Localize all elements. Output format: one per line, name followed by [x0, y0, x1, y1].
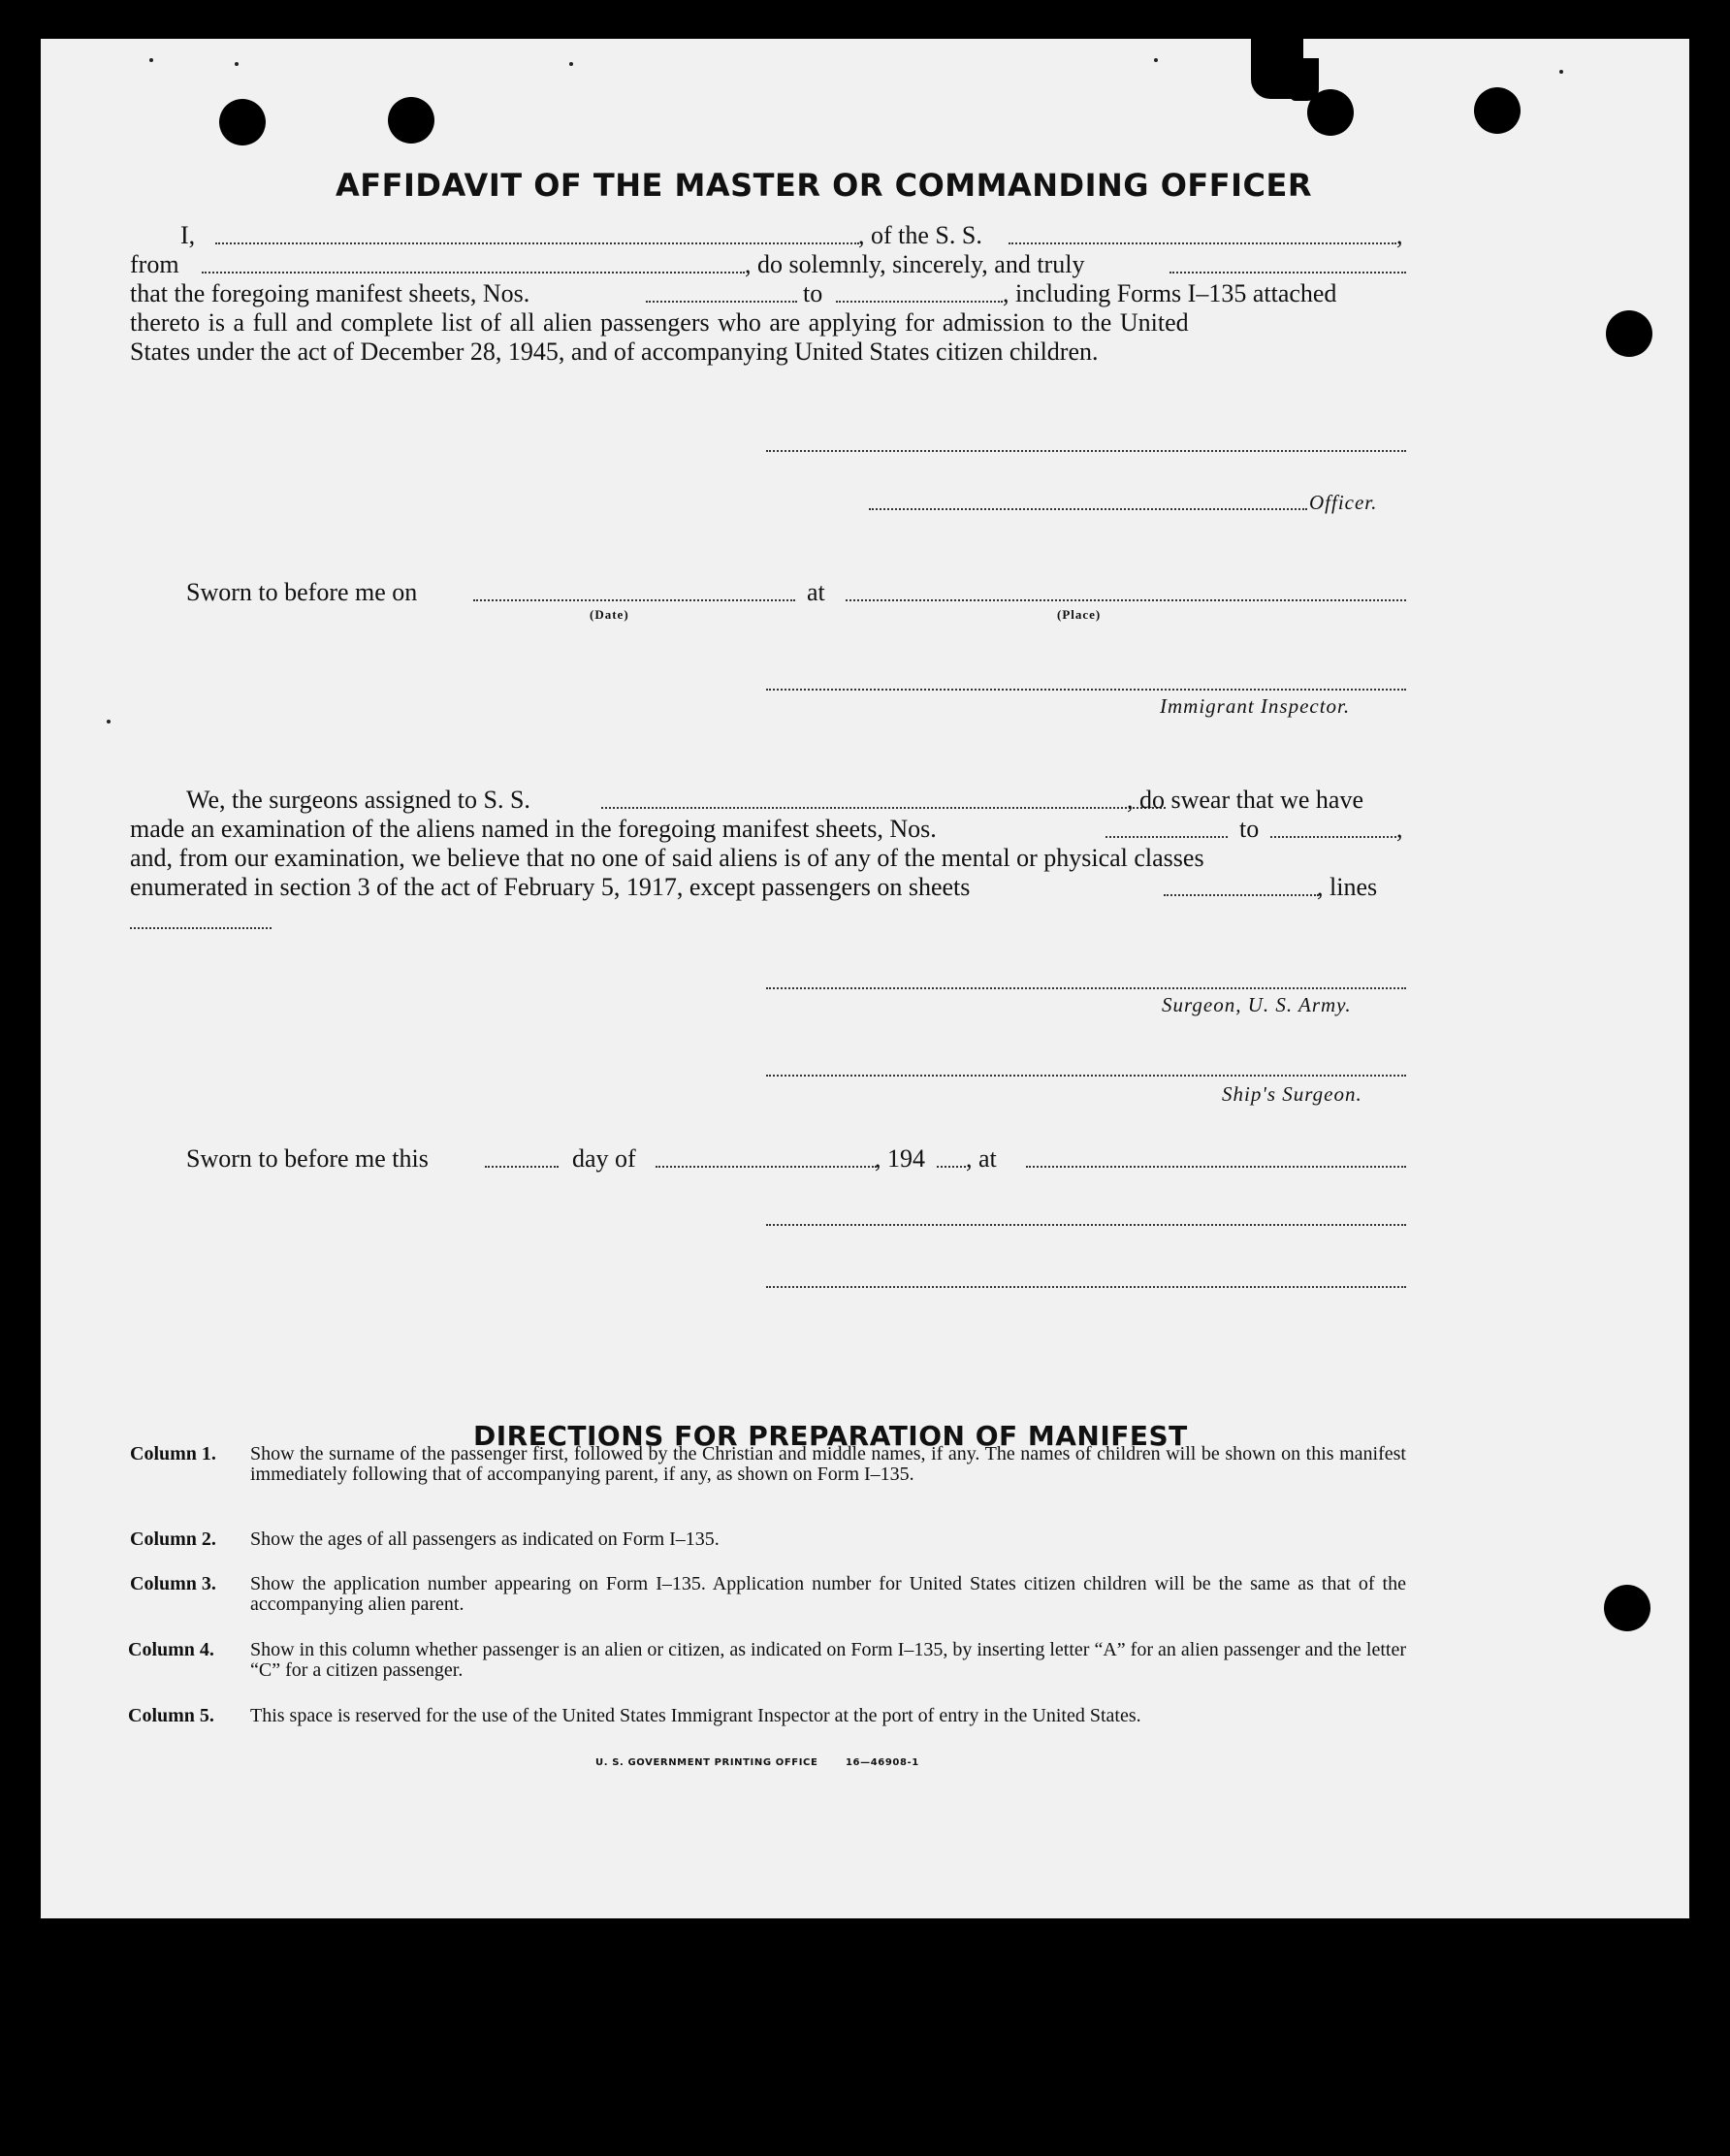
surgeon-line3: and, from our examination, we believe that no one of said aliens is of any of the mental or physical classes: [130, 844, 1204, 872]
p1-line1-end: ,: [1396, 221, 1403, 249]
column-2-text: Show the ages of all passengers as indicated on Form I–135.: [250, 1529, 720, 1550]
from-blank[interactable]: [202, 272, 745, 274]
punch-hole: [219, 99, 266, 145]
ship-surgeon-signature-line[interactable]: [766, 1075, 1406, 1077]
dust-speck: [1154, 58, 1158, 62]
sworn-place-blank[interactable]: [1026, 1166, 1406, 1168]
dust-speck: [107, 720, 111, 724]
signature-line-2[interactable]: [766, 1286, 1406, 1288]
surgeon-line4-start: enumerated in section 3 of the act of February 5, 1917, except passengers on sheets: [130, 873, 971, 901]
sworn-at-2: , at: [966, 1144, 997, 1173]
p1-line1-ship: , of the S. S.: [858, 221, 982, 249]
affidavit-title: AFFIDAVIT OF THE MASTER OR COMMANDING OFFICER: [336, 167, 1312, 204]
sworn-before-on: Sworn to before me on: [186, 578, 418, 606]
column-5-text: This space is reserved for the use of the United States Immigrant Inspector at the port of entry in the United States.: [250, 1705, 1141, 1726]
surgeon-line1-end: , do swear that we have: [1127, 786, 1364, 814]
dust-speck: [149, 58, 153, 62]
surgeon-line2-start: made an examination of the aliens named in the foregoing manifest sheets, Nos.: [130, 815, 937, 843]
officer-title-line[interactable]: [869, 508, 1307, 510]
directions-title: DIRECTIONS FOR PREPARATION OF MANIFEST: [473, 1420, 1188, 1452]
lines-blank[interactable]: [130, 927, 272, 929]
p1-line3-end: , including Forms I–135 attached: [1003, 279, 1337, 307]
column-3-label: Column 3.: [130, 1573, 216, 1594]
printer-credit: U. S. GOVERNMENT PRINTING OFFICE: [595, 1757, 818, 1768]
name-blank[interactable]: [215, 242, 859, 244]
sworn-year: , 194: [875, 1144, 925, 1173]
sworn-this: Sworn to before me this: [186, 1144, 429, 1173]
surgeon-line4-lines: , lines: [1317, 873, 1378, 901]
army-surgeon-label: Surgeon, U. S. Army.: [1162, 993, 1352, 1016]
place-blank[interactable]: [846, 599, 1406, 601]
p1-line2-start: from: [130, 250, 179, 278]
date-blank[interactable]: [473, 599, 795, 601]
column-3-text: Show the application number appearing on Form I–135. Application number for United States citizen children will be the same as that of the accompanying alien parent.: [250, 1573, 1406, 1615]
ship-name-blank[interactable]: [1009, 242, 1396, 244]
surgeon-line1-start: We, the surgeons assigned to S. S.: [186, 786, 530, 814]
form-code: 16—46908-1: [846, 1757, 919, 1768]
inspector-signature-line[interactable]: [766, 689, 1406, 691]
punch-hole: [1606, 310, 1652, 357]
dust-speck: [1559, 70, 1563, 74]
p1-line3-to: to: [803, 279, 823, 307]
surgeon-ship-blank[interactable]: [601, 807, 1166, 809]
column-5-label: Column 5.: [128, 1705, 214, 1726]
column-4-label: Column 4.: [128, 1639, 214, 1660]
month-blank[interactable]: [656, 1166, 877, 1168]
signature-line-1[interactable]: [766, 1224, 1406, 1226]
army-surgeon-signature-line[interactable]: [766, 987, 1406, 989]
punch-hole: [388, 97, 434, 144]
column-1-label: Column 1.: [130, 1443, 216, 1464]
p1-line3-start: that the foregoing manifest sheets, Nos.: [130, 279, 530, 307]
officer-label: Officer.: [1309, 491, 1378, 514]
date-caption: (Date): [590, 607, 629, 622]
day-blank[interactable]: [485, 1166, 559, 1168]
p1-line2-swear: , do solemnly, sincerely, and truly: [745, 250, 1085, 278]
p1-line4: thereto is a full and complete list of all alien passengers who are applying for admission to the United: [130, 308, 1189, 337]
sheet-to-blank[interactable]: [836, 301, 1003, 303]
officer-signature-line[interactable]: [766, 450, 1406, 452]
surgeon-line2-to: to: [1239, 815, 1260, 843]
dust-speck: [235, 62, 239, 66]
inspector-label: Immigrant Inspector.: [1160, 694, 1351, 718]
exam-sheet-from-blank[interactable]: [1105, 836, 1228, 838]
place-caption: (Place): [1057, 607, 1102, 622]
sworn-at: at: [807, 578, 825, 606]
ship-surgeon-label: Ship's Surgeon.: [1222, 1082, 1362, 1106]
year-blank[interactable]: [937, 1166, 966, 1168]
paper-tear: [1290, 58, 1319, 101]
p1-line1-start: I,: [180, 221, 196, 249]
sworn-day-of: day of: [572, 1144, 636, 1173]
punch-hole: [1604, 1585, 1650, 1631]
except-sheets-blank[interactable]: [1164, 894, 1319, 896]
surgeon-line2-end: ,: [1396, 815, 1403, 843]
column-2-label: Column 2.: [130, 1529, 216, 1550]
p1-line5: States under the act of December 28, 1945, and of accompanying United States citizen children.: [130, 338, 1099, 366]
exam-sheet-to-blank[interactable]: [1270, 836, 1396, 838]
dust-speck: [569, 62, 573, 66]
column-4-text: Show in this column whether passenger is an alien or citizen, as indicated on Form I–135, by inserting letter “A” for an alien passenger and the letter “C” for a citizen passenger.: [250, 1639, 1406, 1681]
column-1-text: Show the surname of the passenger first, followed by the Christian and middle names, if any. The names of children will be shown on this manifest immediately following that of accompanying parent, if any, as shown on Form I–135.: [250, 1443, 1406, 1485]
sheet-from-blank[interactable]: [646, 301, 797, 303]
punch-hole: [1474, 87, 1521, 134]
swear-blank[interactable]: [1169, 272, 1406, 274]
form-page: [41, 39, 1689, 1918]
